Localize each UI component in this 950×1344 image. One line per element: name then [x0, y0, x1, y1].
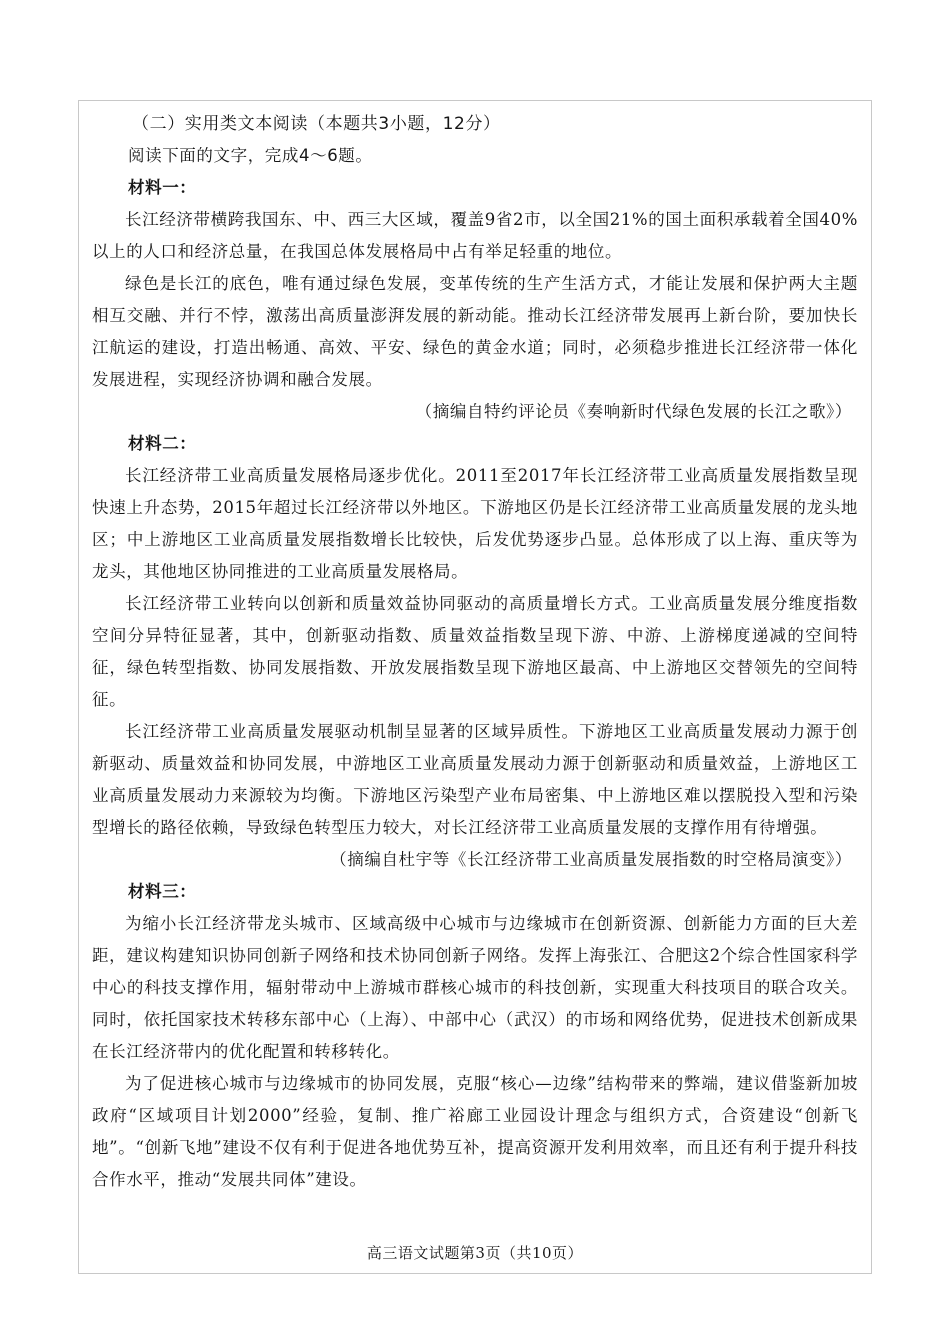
material-2-paragraph: 长江经济带工业转向以创新和质量效益协同驱动的高质量增长方式。工业高质量发展分维度指数空间分异特征显著，其中，创新驱动指数、质量效益指数呈现下游、中游、上游梯度递减的空间特征，绿色转型指数、协同发展指数、开放发展指数呈现下游地区最高、中上游地区交替领先的空间特征。 [92, 594, 858, 709]
exam-content [92, 108, 858, 1196]
material-1-label: 材料一： [128, 178, 197, 197]
material-1-source: （摘编自特约评论员《奏响新时代绿色发展的长江之歌》） [415, 402, 852, 421]
material-3-label: 材料三： [128, 882, 197, 901]
material-3-paragraph: 为了促进核心城市与边缘城市的协同发展，克服“核心—边缘”结构带来的弊端，建议借鉴新加坡政府“区域项目计划2000”经验，复制、推广裕廊工业园设计理念与组织方式，合资建设“创新飞地”。“创新飞地”建设不仅有利于促进各地优势互补，提高资源开发利用效率，而且还有利于提升科技合作水平，推动“发展共同体”建设。 [92, 1074, 858, 1189]
material-2-label: 材料二： [128, 434, 197, 453]
material-2-source: （摘编自杜宇等《长江经济带工业高质量发展指数的时空格局演变》） [330, 850, 852, 869]
section-title: （二）实用类文本阅读（本题共3小题，12分） [132, 114, 501, 134]
material-3-paragraph: 为缩小长江经济带龙头城市、区域高级中心城市与边缘城市在创新资源、创新能力方面的巨大差距，建议构建知识协同创新子网络和技术协同创新子网络。发挥上海张江、合肥这2个综合性国家科学中心的科技支撑作用，辐射带动中上游城市群核心城市的科技创新，实现重大科技项目的联合攻关。同时，依托国家技术转移东部中心（上海）、中部中心（武汉）的市场和网络优势，促进技术创新成果在长江经济带内的优化配置和转移转化。 [92, 914, 858, 1061]
material-2-paragraph: 长江经济带工业高质量发展格局逐步优化。2011至2017年长江经济带工业高质量发展指数呈现快速上升态势，2015年超过长江经济带以外地区。下游地区仍是长江经济带工业高质量发展的龙头地区；中上游地区工业高质量发展指数增长比较快，后发优势逐步凸显。总体形成了以上海、重庆等为龙头，其他地区协同推进的工业高质量发展格局。 [92, 466, 858, 581]
material-1-paragraph: 绿色是长江的底色，唯有通过绿色发展，变革传统的生产生活方式，才能让发展和保护两大主题相互交融、并行不悖，激荡出高质量澎湃发展的新动能。推动长江经济带发展再上新台阶，要加快长江航运的建设，打造出畅通、高效、平安、绿色的黄金水道；同时，必须稳步推进长江经济带一体化发展进程，实现经济协调和融合发展。 [92, 274, 858, 389]
material-1-paragraph: 长江经济带横跨我国东、中、西三大区域，覆盖9省2市，以全国21%的国土面积承载着全国40%以上的人口和经济总量，在我国总体发展格局中占有举足轻重的地位。 [92, 210, 858, 261]
page-footer: 高三语文试题第3页（共10页） [366, 1244, 584, 1262]
reading-instruction: 阅读下面的文字，完成4～6题。 [128, 146, 373, 165]
material-2-paragraph: 长江经济带工业高质量发展驱动机制呈显著的区域异质性。下游地区工业高质量发展动力源于创新驱动、质量效益和协同发展，中游地区工业高质量发展动力源于创新驱动和质量效益，上游地区工业高质量发展动力来源较为均衡。下游地区污染型产业布局密集、中上游地区难以摆脱投入型和污染型增长的路径依赖，导致绿色转型压力较大，对长江经济带工业高质量发展的支撑作用有待增强。 [92, 722, 858, 837]
